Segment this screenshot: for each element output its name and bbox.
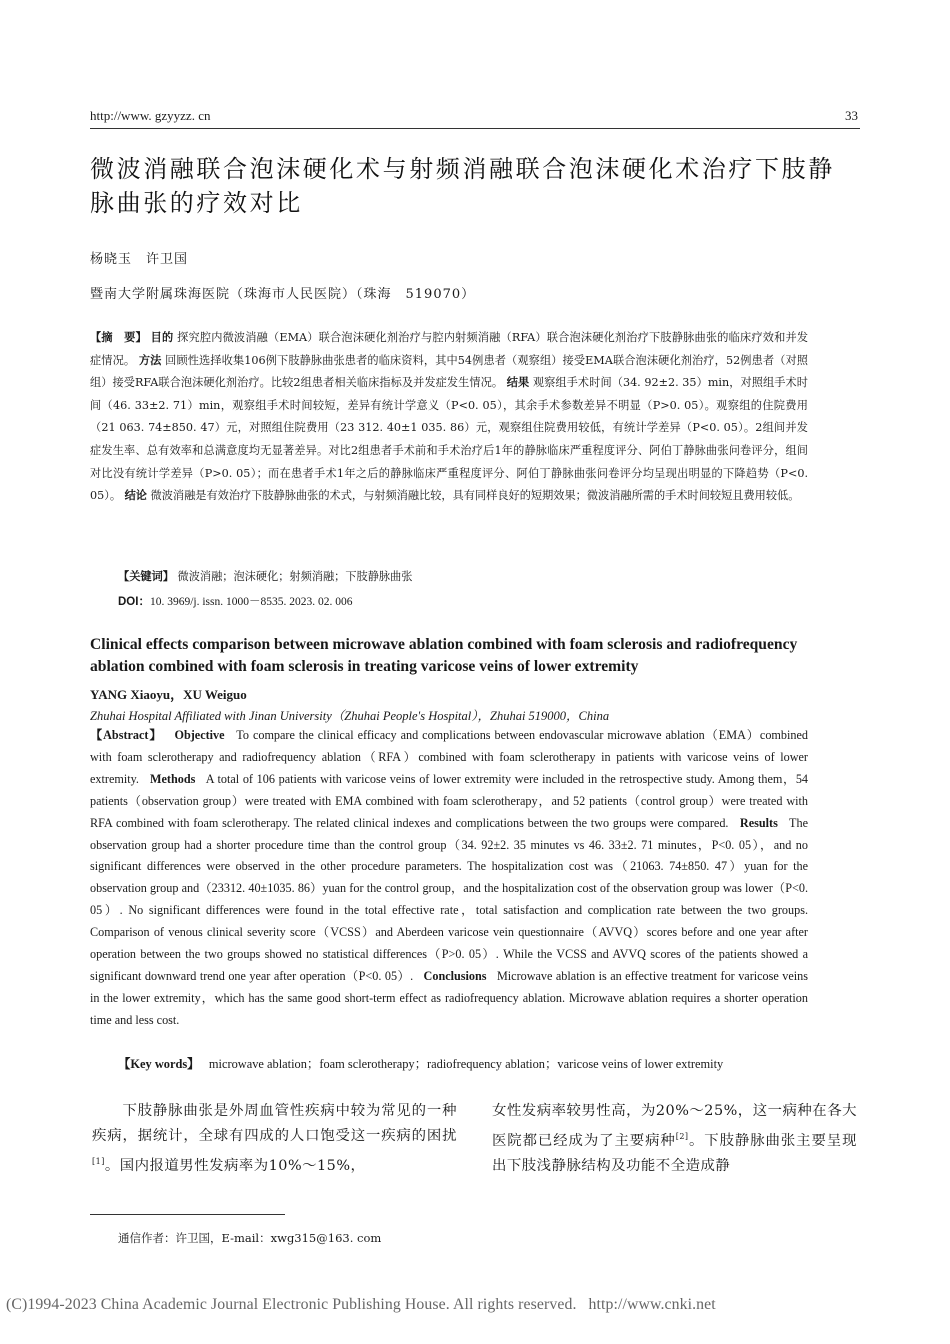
en-methods-label: Methods — [149, 771, 196, 786]
en-conclusions-text: Microwave ablation is an effective treatment for varicose veins in the lower extremity，which has the same good short-term effect as radiofrequency ablation. Microwave ablation requires a shorter operation time and less cost. — [90, 968, 808, 1027]
body-text: 下肢静脉曲张是外周血管性疾病中较为常见的一种疾病，据统计，全球有四成的人口饱受这一疾病的困扰 — [92, 1103, 457, 1144]
keywords-text: 微波消融；泡沫硬化；射频消融；下肢静脉曲张 — [177, 570, 413, 583]
body-column-left — [92, 1099, 457, 1179]
en-results-label: Results — [739, 815, 778, 830]
citation-1[interactable]: [1] — [92, 1157, 105, 1166]
article-title: 微波消融联合泡沫硬化术与射频消融联合泡沫硬化术治疗下肢静脉曲张的疗效对比 — [90, 155, 835, 217]
english-title: Clinical effects comparison between microwave ablation combined with foam sclerosis and radiofrequency ablation combined with foam sclerosis in treating varicose veins of lower extremity — [90, 636, 798, 675]
methods-label: 方法 — [138, 353, 162, 367]
affiliation: 暨南大学附属珠海医院（珠海市人民医院）（珠海 519070） — [90, 287, 476, 302]
abstract-label: 【摘 要】 — [90, 331, 147, 344]
objective-label: 目的 — [150, 331, 174, 344]
doi — [118, 593, 353, 609]
corresponding-author-footnote: 通信作者：许卫国，E-mail：xwg315@163. com — [118, 1231, 382, 1245]
body-text: 。国内报道男性发病率为10%～15%， — [104, 1157, 366, 1174]
en-abstract-label: 【Abstract】 — [90, 728, 163, 742]
methods-text: 回顾性选择收集106例下肢静脉曲张患者的临床资料，其中54例患者（观察组）接受EMA联合泡沫硬化剂治疗，52例患者（对照组）接受RFA联合泡沫硬化剂治疗。比较2组患者相关临床指标及并发症发生情况。 — [90, 353, 808, 390]
chinese-abstract — [90, 327, 808, 508]
objective-text: 探究腔内微波消融（EMA）联合泡沫硬化剂治疗与腔内射频消融（RFA）联合泡沫硬化剂治疗下肢静脉曲张的临床疗效和并发症情况。 — [90, 331, 809, 367]
en-keywords-text: microwave ablation；foam sclerotherapy；radiofrequency ablation；varicose veins of lower extremity — [208, 1057, 724, 1071]
en-objective-text: To compare the clinical efficacy and complications between endovascular microwave ablation（EMA）combined with foam sclerotherapy and radiofrequency ablation（RFA）combined with foam sclerotherapy in patients with varicose veins of lower extremity. — [90, 728, 808, 786]
header-divider — [90, 128, 860, 129]
journal-url[interactable]: http://www. gzyyzz. cn — [90, 108, 211, 123]
doi-value[interactable]: 10. 3969/j. issn. 1000－8535. 2023. 02. 006 — [149, 596, 353, 608]
copyright-notice — [6, 1296, 716, 1314]
en-results-text: The observation group had a shorter procedure time than the control group（34. 92±2. 35 minutes vs 46. 33±2. 71 minutes，P<0. 05），and no significant differences were observed in the other procedure parameters. The hospitalization cost was（21063. 74±850. 47）yuan for the observation group and（23312. 40±1035. 86）yuan for the control group，and the hospitalization cost of the observation group was lower（P<0. 05）. No significant differences were found in the total effective rate，total satisfaction and complication rate between the two groups. Comparison of venous clinical severity score（VCSS）and Aberdeen varicose vein questionnaire（AVVQ）scores before and one year after operation between the two groups showed no statistical differences（P>0. 05）. While the VCSS and AVVQ scores of the patients showed a significant downward trend one year after operation（P<0. 05）. — [90, 815, 808, 983]
conclusion-text: 微波消融是有效治疗下肢静脉曲张的术式，与射频消融比较，具有同样良好的短期效果；微波消融所需的手术时间较短且费用较低。 — [150, 489, 800, 503]
chinese-keywords — [118, 568, 412, 584]
english-affiliation: Zhuhai Hospital Affiliated with Jinan University（Zhuhai People's Hospital），Zhuhai 519000，China — [90, 709, 610, 723]
results-text: 观察组手术时间（34. 92±2. 35）min，对照组手术时间（46. 33±2. 71）min，观察组手术时间较短，差异有统计学意义（P<0. 05），其余手术参数差异不明显（P>0. 05）。观察组的住院费用（21 063. 74±850. 47）元，对照组住院费用（23 312. 40±1 035. 86）元，观察组住院费用较低，有统计学差异（P<0. 05）。2组间并发症发生率、总有效率和总满意度均无显著差异。对比2组患者手术前和手术治疗后1年的静脉临床严重程度评分、阿伯丁静脉曲张问卷评分，组间对比没有统计学差异（P>0. 05）；而在患者手术1年之后的静脉临床严重程度评分、阿伯丁静脉曲张问卷评分均呈现出明显的下降趋势（P<0. 05）。 — [90, 376, 808, 503]
conclusion-label: 结论 — [124, 489, 147, 503]
footnote-divider — [90, 1214, 285, 1215]
english-authors: YANG Xiaoyu，XU Weiguo — [90, 687, 247, 702]
cnki-link[interactable]: http://www.cnki.net — [588, 1296, 716, 1313]
en-conclusions-label: Conclusions — [423, 968, 487, 983]
copyright-text: (C)1994-2023 China Academic Journal Electronic Publishing House. All rights reserved. — [6, 1296, 577, 1313]
doi-label: DOI： — [118, 596, 150, 608]
results-label: 结果 — [506, 376, 530, 390]
en-keywords-label: 【Key words】 — [118, 1057, 200, 1071]
keywords-label: 【关键词】 — [118, 570, 174, 583]
english-abstract — [90, 725, 808, 1032]
english-keywords — [118, 1054, 723, 1072]
body-column-right — [492, 1099, 857, 1179]
body-text: 。下肢静脉曲张主要呈现出下肢浅静脉结构及功能不全造成静 — [492, 1132, 857, 1174]
body-text: 女性发病率较男性高，为20%～25%，这一病种在各大医院都已经成为了主要病种 — [492, 1103, 857, 1149]
authors: 杨晓玉 许卫国 — [90, 252, 189, 267]
page-number: 33 — [845, 108, 858, 123]
en-objective-label: Objective — [174, 728, 225, 742]
citation-2[interactable]: [2] — [675, 1132, 689, 1141]
en-methods-text: A total of 106 patients with varicose veins of lower extremity were included in the retrospective study. Among them，54 patients（observation group）were treated with EMA combined with foam sclerotherapy，and 52 patients（control group）were treated with RFA combined with foam sclerotherapy. The related clinical indexes and complications between the two groups were compared. — [90, 771, 809, 830]
